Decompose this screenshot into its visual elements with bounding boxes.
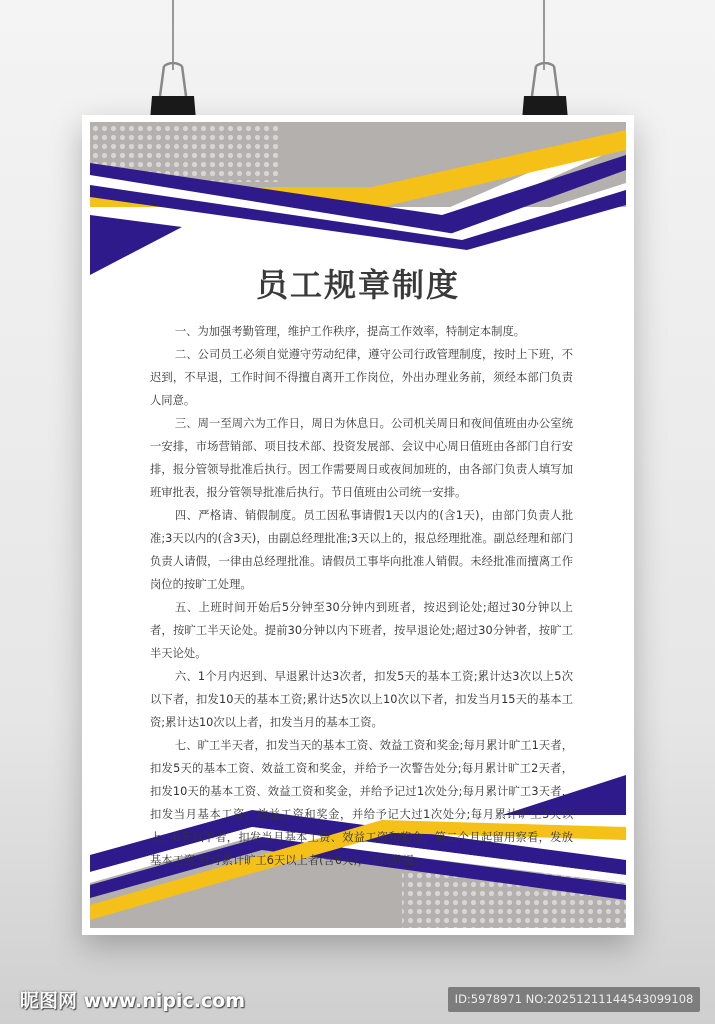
poster-title: 员工规章制度 <box>255 266 460 304</box>
regulation-paragraph: 五、上班时间开始后5分钟至30分钟内到班者，按迟到论处;超过30分钟以上者，按旷工半天论处。提前30分钟以内下班者，按早退论处;超过30分钟者，按旷工半天论处。 <box>150 601 573 660</box>
regulation-body <box>150 320 573 872</box>
regulation-paragraph: 一、为加强考勤管理，维护工作秩序，提高工作效率，特制定本制度。 <box>174 325 526 338</box>
watermark-footer <box>0 978 715 1020</box>
regulation-paragraph: 七、旷工半天者，扣发当天的基本工资、效益工资和奖金;每月累计旷工1天者，扣发5天的基本工资、效益工资和奖金，并给予一次警告处分;每月累计旷工2天者，扣发10天的基本工资、效益工资和奖金，并给予记过1次处分;每月累计旷工3天者，扣发当月基本工资、效益工资和奖金，并给予记大过1次处分;每月累计旷工3天以上，6天以下者，扣发当月基本工资、效益工资和奖金，第二个月起留用察看，发放基本工资;每月累计旷工6天以上者(含6天)，予以辞退。 <box>150 739 573 867</box>
regulation-paragraph: 四、严格请、销假制度。员工因私事请假1天以内的(含1天)，由部门负责人批准;3天以内的(含3天)，由副总经理批准;3天以上的，报总经理批准。副总经理和部门负责人请假，一律由总经理批准。请假员工事毕向批准人销假。未经批准而擅离工作岗位的按旷工处理。 <box>150 509 573 591</box>
regulation-paragraph: 六、1个月内迟到、早退累计达3次者，扣发5天的基本工资;累计达3次以上5次以下者，扣发10天的基本工资;累计达5次以上10次以下者，扣发当月15天的基本工资;累计达10次以上者，扣发当月的基本工资。 <box>150 670 573 729</box>
binder-clip-right-icon <box>522 62 568 122</box>
regulation-paragraph: 三、周一至周六为工作日，周日为休息日。公司机关周日和夜间值班由办公室统一安排，市场营销部、项目技术部、投资发展部、会议中心周日值班由各部门自行安排，报分管领导批准后执行。因工作需要周日或夜间加班的，由各部门负责人填写加班审批表，报分管领导批准后执行。节日值班由公司统一安排。 <box>150 417 573 499</box>
nipic-logo: 昵图网 www.nipic.com <box>20 990 246 1012</box>
regulation-paragraph: 二、公司员工必须自觉遵守劳动纪律，遵守公司行政管理制度，按时上下班，不迟到，不早退，工作时间不得擅自离开工作岗位，外出办理业务前，须经本部门负责人同意。 <box>150 348 573 407</box>
hanging-wire-left <box>172 0 174 70</box>
poster <box>82 115 634 935</box>
image-id-label: ID:5978971 NO:20251211144543099108 <box>448 987 700 1012</box>
binder-clip-left-icon <box>150 62 196 122</box>
hanging-wire-right <box>543 0 545 70</box>
